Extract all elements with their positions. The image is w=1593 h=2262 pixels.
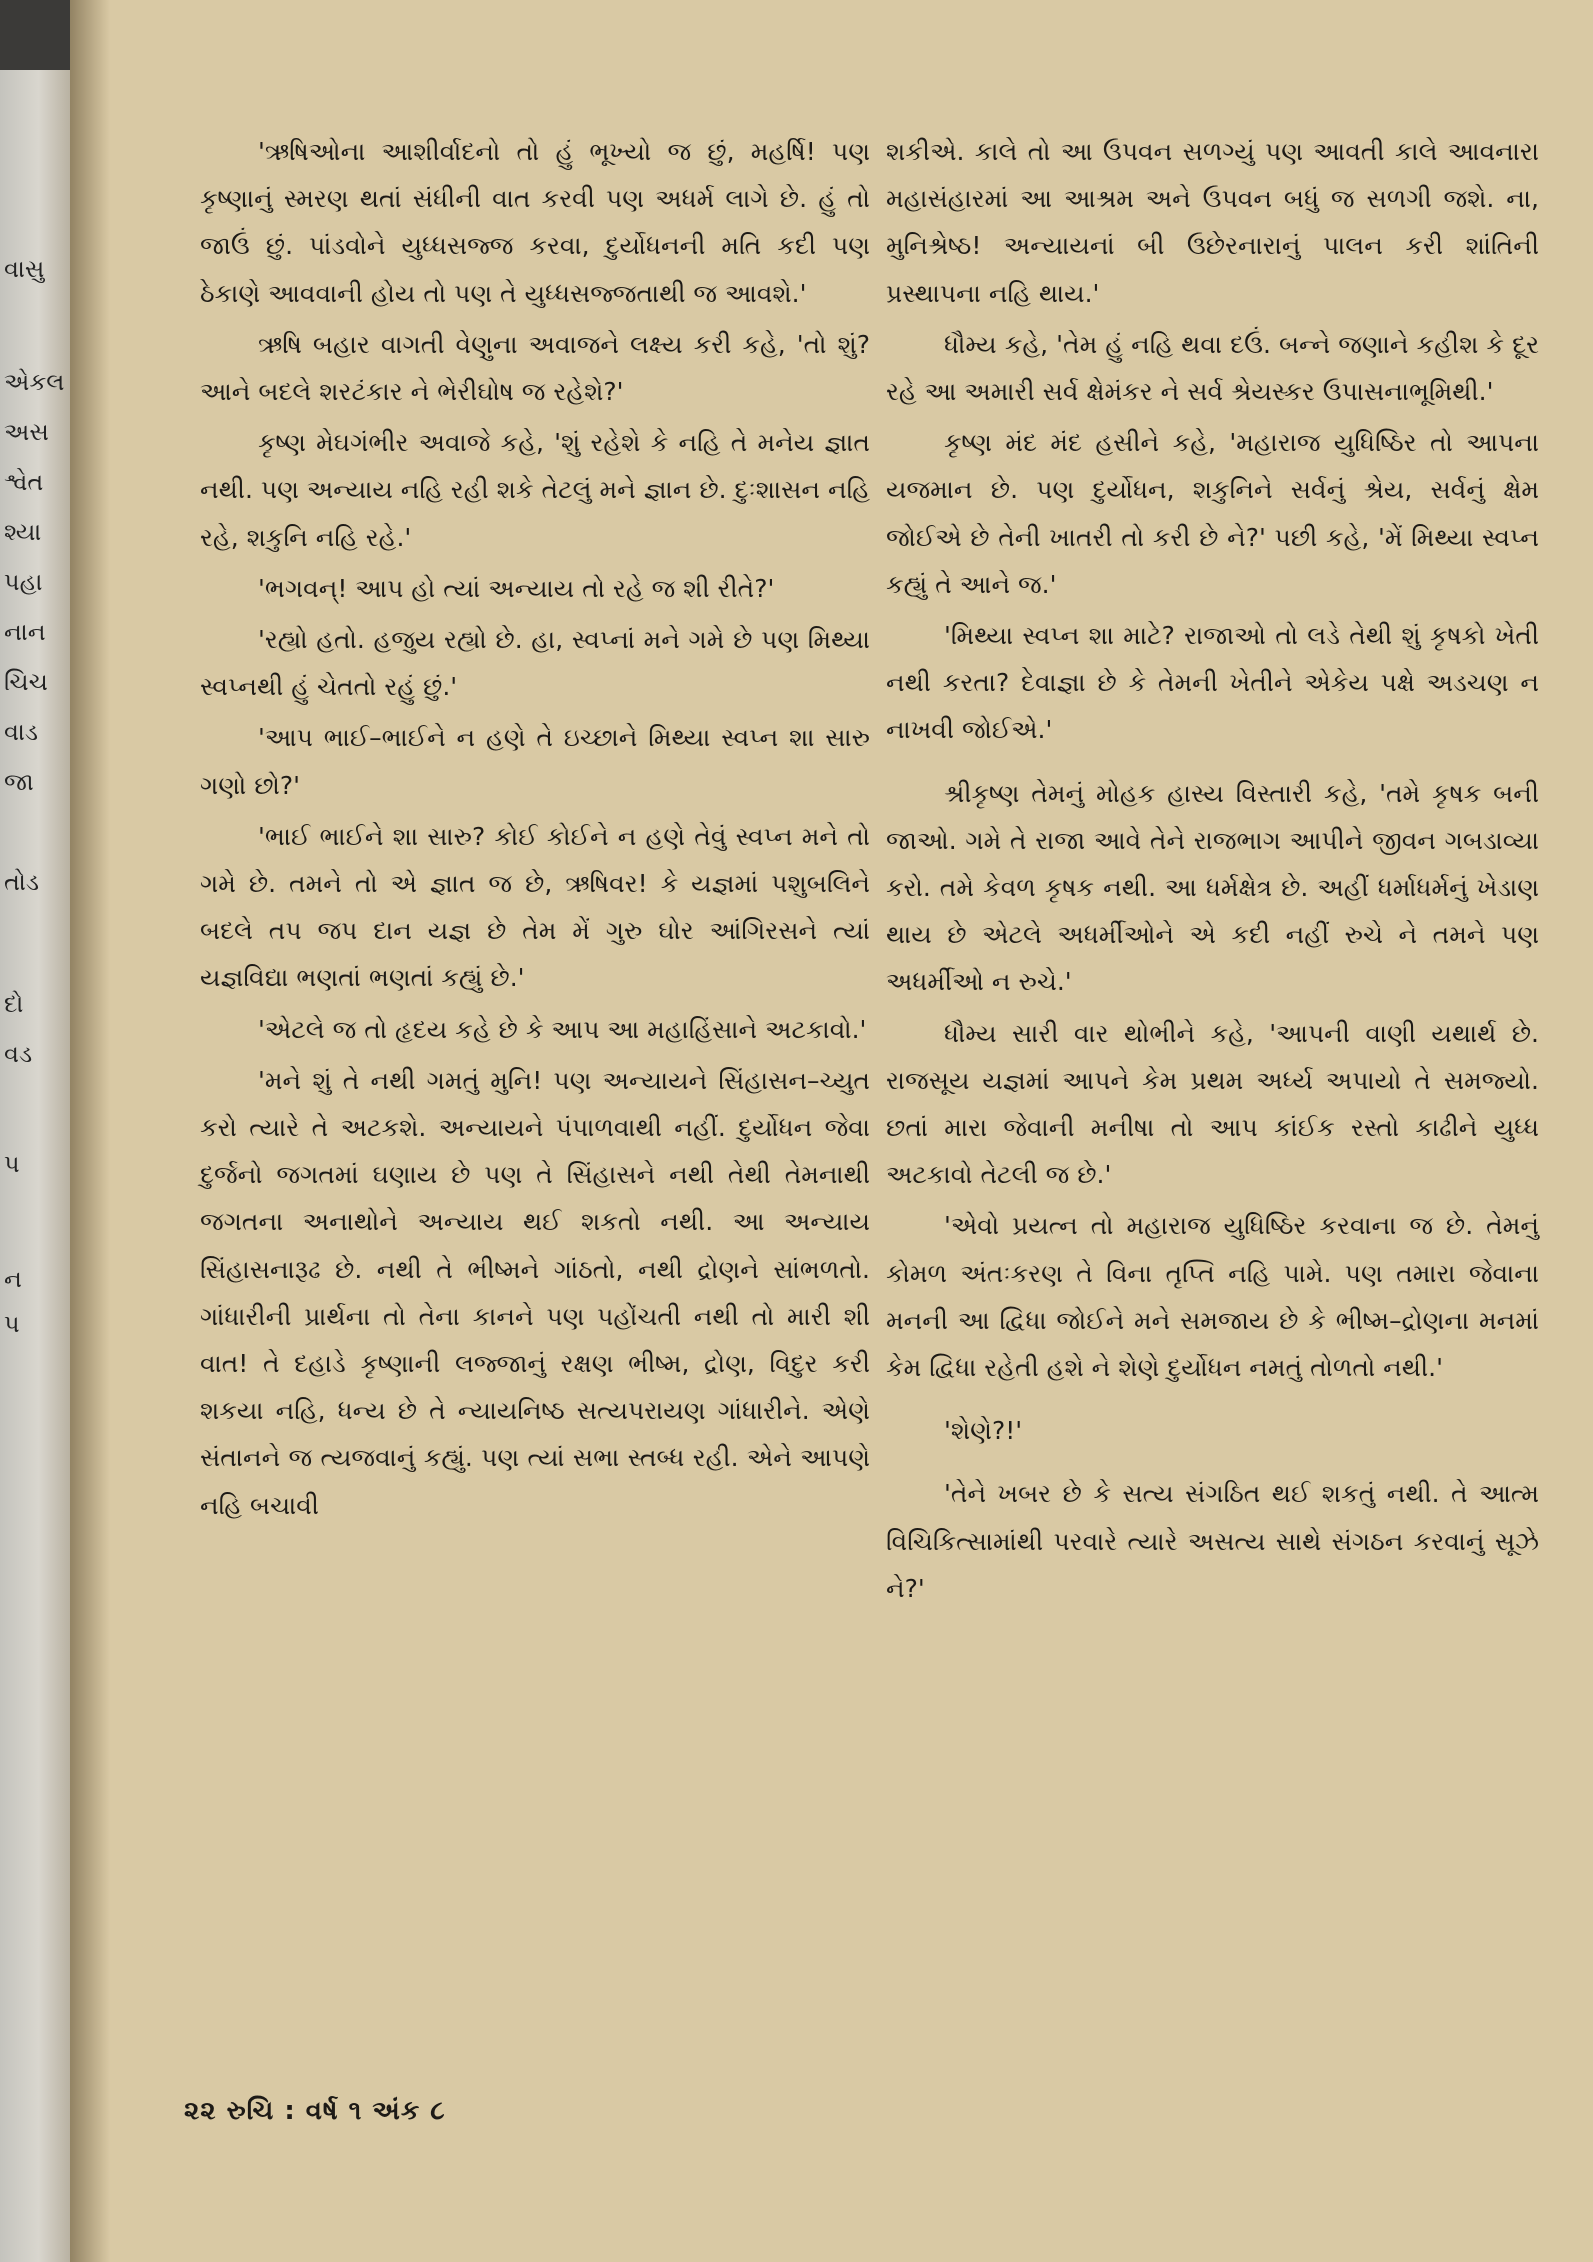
prev-page-fragment: પ xyxy=(4,1150,20,1178)
paragraph: 'ભાઈ ભાઈને શા સારુ? કોઈ કોઈને ન હણે તેવું સ્વપ્ન મને તો ગમે છે. તમને તો એ જ્ઞાત જ છે, ઋષિવર! કે યજ્ઞમાં પશુબલિને બદલે તપ જપ દાન યજ્ઞ છે તેમ મેં ગુરુ ઘોર આંગિરસને ત્યાં યજ્ઞવિદ્યા ભણતાં ભણતાં કહ્યું છે.' xyxy=(200,821,870,993)
paragraph: 'શેણે?!' xyxy=(944,1416,1023,1446)
prev-page-fragment: ન xyxy=(4,1265,22,1293)
prev-page-fragment: તોડ xyxy=(4,868,40,896)
left-text-column xyxy=(200,128,870,1533)
paragraph: 'મિથ્યા સ્વપ્ન શા માટે? રાજાઓ તો લડે તેથી શું કૃષકો ખેતી નથી કરતા? દેવાજ્ઞા છે કે તેમની ખેતીને એકેય પક્ષે અડચણ ન નાખવી જોઈએ.' xyxy=(886,621,1539,745)
paragraph: 'મને શું તે નથી ગમતું મુનિ! પણ અન્યાયને સિંહાસન–ચ્યુત કરો ત્યારે તે અટકશે. અન્યાયને પંપાળવાથી નહીં. દુર્યોધન જેવા દુર્જનો જગતમાં ઘણાય છે પણ તે સિંહાસને નથી તેથી તેમનાથી જગતના અનાથોને અન્યાય થઈ શકતો નથી. આ અન્યાય સિંહાસનારૂઢ છે. નથી તે ભીષ્મને ગાંઠતો, નથી દ્રોણને સાંભળતો. ગાંધારીની પ્રાર્થના તો તેના કાનને પણ પહોંચતી નથી તો મારી શી વાત! તે દહાડે કૃષ્ણાની લજ્જાનું રક્ષણ ભીષ્મ, દ્રોણ, વિદુર કરી શકયા નહિ, ધન્ય છે તે ન્યાયનિષ્ઠ સત્યપરાયણ ગાંધારીને. એણે સંતાનને જ ત્યજવાનું કહ્યું. પણ ત્યાં સભા સ્તબ્ધ રહી. એને આપણે નહિ બચાવી xyxy=(200,1065,870,1520)
paragraph: 'ઋષિઓના આશીર્વાદનો તો હું ભૂખ્યો જ છું, મહર્ષિ! પણ કૃષ્ણાનું સ્મરણ થતાં સંધીની વાત કરવી પણ અધર્મ લાગે છે. હું તો જાઉં છું. પાંડવોને યુધ્ધસજ્જ કરવા, દુર્યોધનની મતિ કદી પણ ઠેકાણે આવવાની હોય તો પણ તે યુધ્ધસજ્જતાથી જ આવશે.' xyxy=(200,137,870,308)
prev-page-fragment: વાડ xyxy=(4,718,39,746)
prev-page-fragment: વડ xyxy=(4,1040,33,1068)
scan-shadow xyxy=(0,0,70,70)
prev-page-fragment: ચિચ xyxy=(4,668,48,696)
paragraph: 'ભગવન્! આપ હો ત્યાં અન્યાય તો રહે જ શી રીતે?' xyxy=(258,573,775,603)
prev-page-fragment: એકલ xyxy=(4,368,65,396)
prev-page-fragment: નાન xyxy=(4,618,46,646)
paragraph: શકીએ. કાલે તો આ ઉપવન સળગ્યું પણ આવતી કાલે આવનારા મહાસંહારમાં આ આશ્રમ અને ઉપવન બધું જ સળગી જશે. ના, મુનિશ્રેષ્ઠ! અન્યાયનાં બી ઉછેરનારાનું પાલન કરી શાંતિની પ્રસ્થાપના નહિ થાય.' xyxy=(886,137,1539,308)
prev-page-fragment: જા xyxy=(4,768,34,796)
paragraph: શ્રીકૃષ્ણ તેમનું મોહક હાસ્ય વિસ્તારી કહે, 'તમે કૃષક બની જાઓ. ગમે તે રાજા આવે તેને રાજભાગ આપીને જીવન ગબડાવ્યા કરો. તમે કેવળ કૃષક નથી. આ ધર્મક્ષેત્ર છે. અહીં ધર્માધર્મનું ખેડાણ થાય છે એટલે અધર્મીઓને એ કદી નહીં રુચે ને તમને પણ અધર્મીઓ ન રુચે.' xyxy=(886,778,1539,997)
paragraph: ધૌમ્ય સારી વાર થોભીને કહે, 'આપની વાણી યથાર્થ છે. રાજસૂય યજ્ઞમાં આપને કેમ પ્રથમ અર્ધ્ય અપાયો તે સમજ્યો. છતાં મારા જેવાની મનીષા તો આપ કાંઈક રસ્તો કાઢીને યુધ્ધ અટકાવો તેટલી જ છે.' xyxy=(886,1018,1539,1190)
paragraph: કૃષ્ણ મંદ મંદ હસીને કહે, 'મહારાજ યુધિષ્ઠિર તો આપના યજમાન છે. પણ દુર્યોધન, શકુનિને સર્વનું શ્રેય, સર્વનું ક્ષેમ જોઈએ છે તેની ખાતરી તો કરી છે ને?' પછી કહે, 'મેં મિથ્યા સ્વપ્ન કહ્યું તે આને જ.' xyxy=(886,428,1539,599)
prev-page-fragment: શ્વેત xyxy=(4,468,44,496)
paragraph: 'આપ ભાઈ–ભાઈને ન હણે તે ઇચ્છાને મિથ્યા સ્વપ્ન શા સારુ ગણો છો?' xyxy=(200,723,870,800)
prev-page-fragment: વાસુ xyxy=(4,255,45,283)
prev-page-fragment: પ xyxy=(4,1310,20,1338)
paragraph: 'તેને ખબર છે કે સત્ય સંગઠિત થઈ શકતું નથી. તે આત્મ વિચિકિત્સામાંથી પરવારે ત્યારે અસત્ય સાથે સંગઠન કરવાનું સૂઝે ને?' xyxy=(886,1479,1539,1603)
paragraph: 'રહ્યો હતો. હજુય રહ્યો છે. હા, સ્વપ્નાં મને ગમે છે પણ મિથ્યા સ્વપ્નથી હું ચેતતો રહું છું.' xyxy=(200,625,870,702)
paragraph: 'એટલે જ તો હૃદય કહે છે કે આપ આ મહાહિંસાને અટકાવો.' xyxy=(258,1014,867,1044)
page-footer: ૨૨ રુચિ : વર્ષ ૧ અંક ૮ xyxy=(184,2096,446,2126)
previous-page-edge xyxy=(0,0,70,2262)
magazine-page xyxy=(70,0,1593,2262)
prev-page-fragment: દો xyxy=(4,990,24,1018)
paragraph: ધૌમ્ય કહે, 'તેમ હું નહિ થવા દઉં. બન્ને જણાને કહીશ કે દૂર રહે આ અમારી સર્વ ક્ષેમંકર ને સર્વ શ્રેયસ્કર ઉપાસનાભૂમિથી.' xyxy=(886,329,1539,407)
prev-page-fragment: પહા xyxy=(4,568,43,596)
paragraph: કૃષ્ણ મેઘગંભીર અવાજે કહે, 'શું રહેશે કે નહિ તે મનેય જ્ઞાત નથી. પણ અન્યાય નહિ રહી શકે તેટલું મને જ્ઞાન છે. દુઃશાસન નહિ રહે, શકુનિ નહિ રહે.' xyxy=(200,428,870,552)
prev-page-fragment: શ્યા xyxy=(4,518,42,546)
right-text-column xyxy=(886,128,1539,1616)
paragraph: ઋષિ બહાર વાગતી વેણુના અવાજને લક્ષ્ય કરી કહે, 'તો શું? આને બદલે શરટંકાર ને ભેરીઘોષ જ રહેશે?' xyxy=(200,329,870,407)
paragraph: 'એવો પ્રયત્ન તો મહારાજ યુધિષ્ઠિર કરવાના જ છે. તેમનું કોમળ અંતઃકરણ તે વિના તૃપ્તિ નહિ પામે. પણ તમારા જેવાના મનની આ દ્વિધા જોઈને મને સમજાય છે કે ભીષ્મ–દ્રોણના મનમાં કેમ દ્વિધા રહેતી હશે ને શેણે દુર્યોધન નમતું તોળતો નથી.' xyxy=(886,1211,1539,1383)
prev-page-fragment: અસ xyxy=(4,418,49,446)
